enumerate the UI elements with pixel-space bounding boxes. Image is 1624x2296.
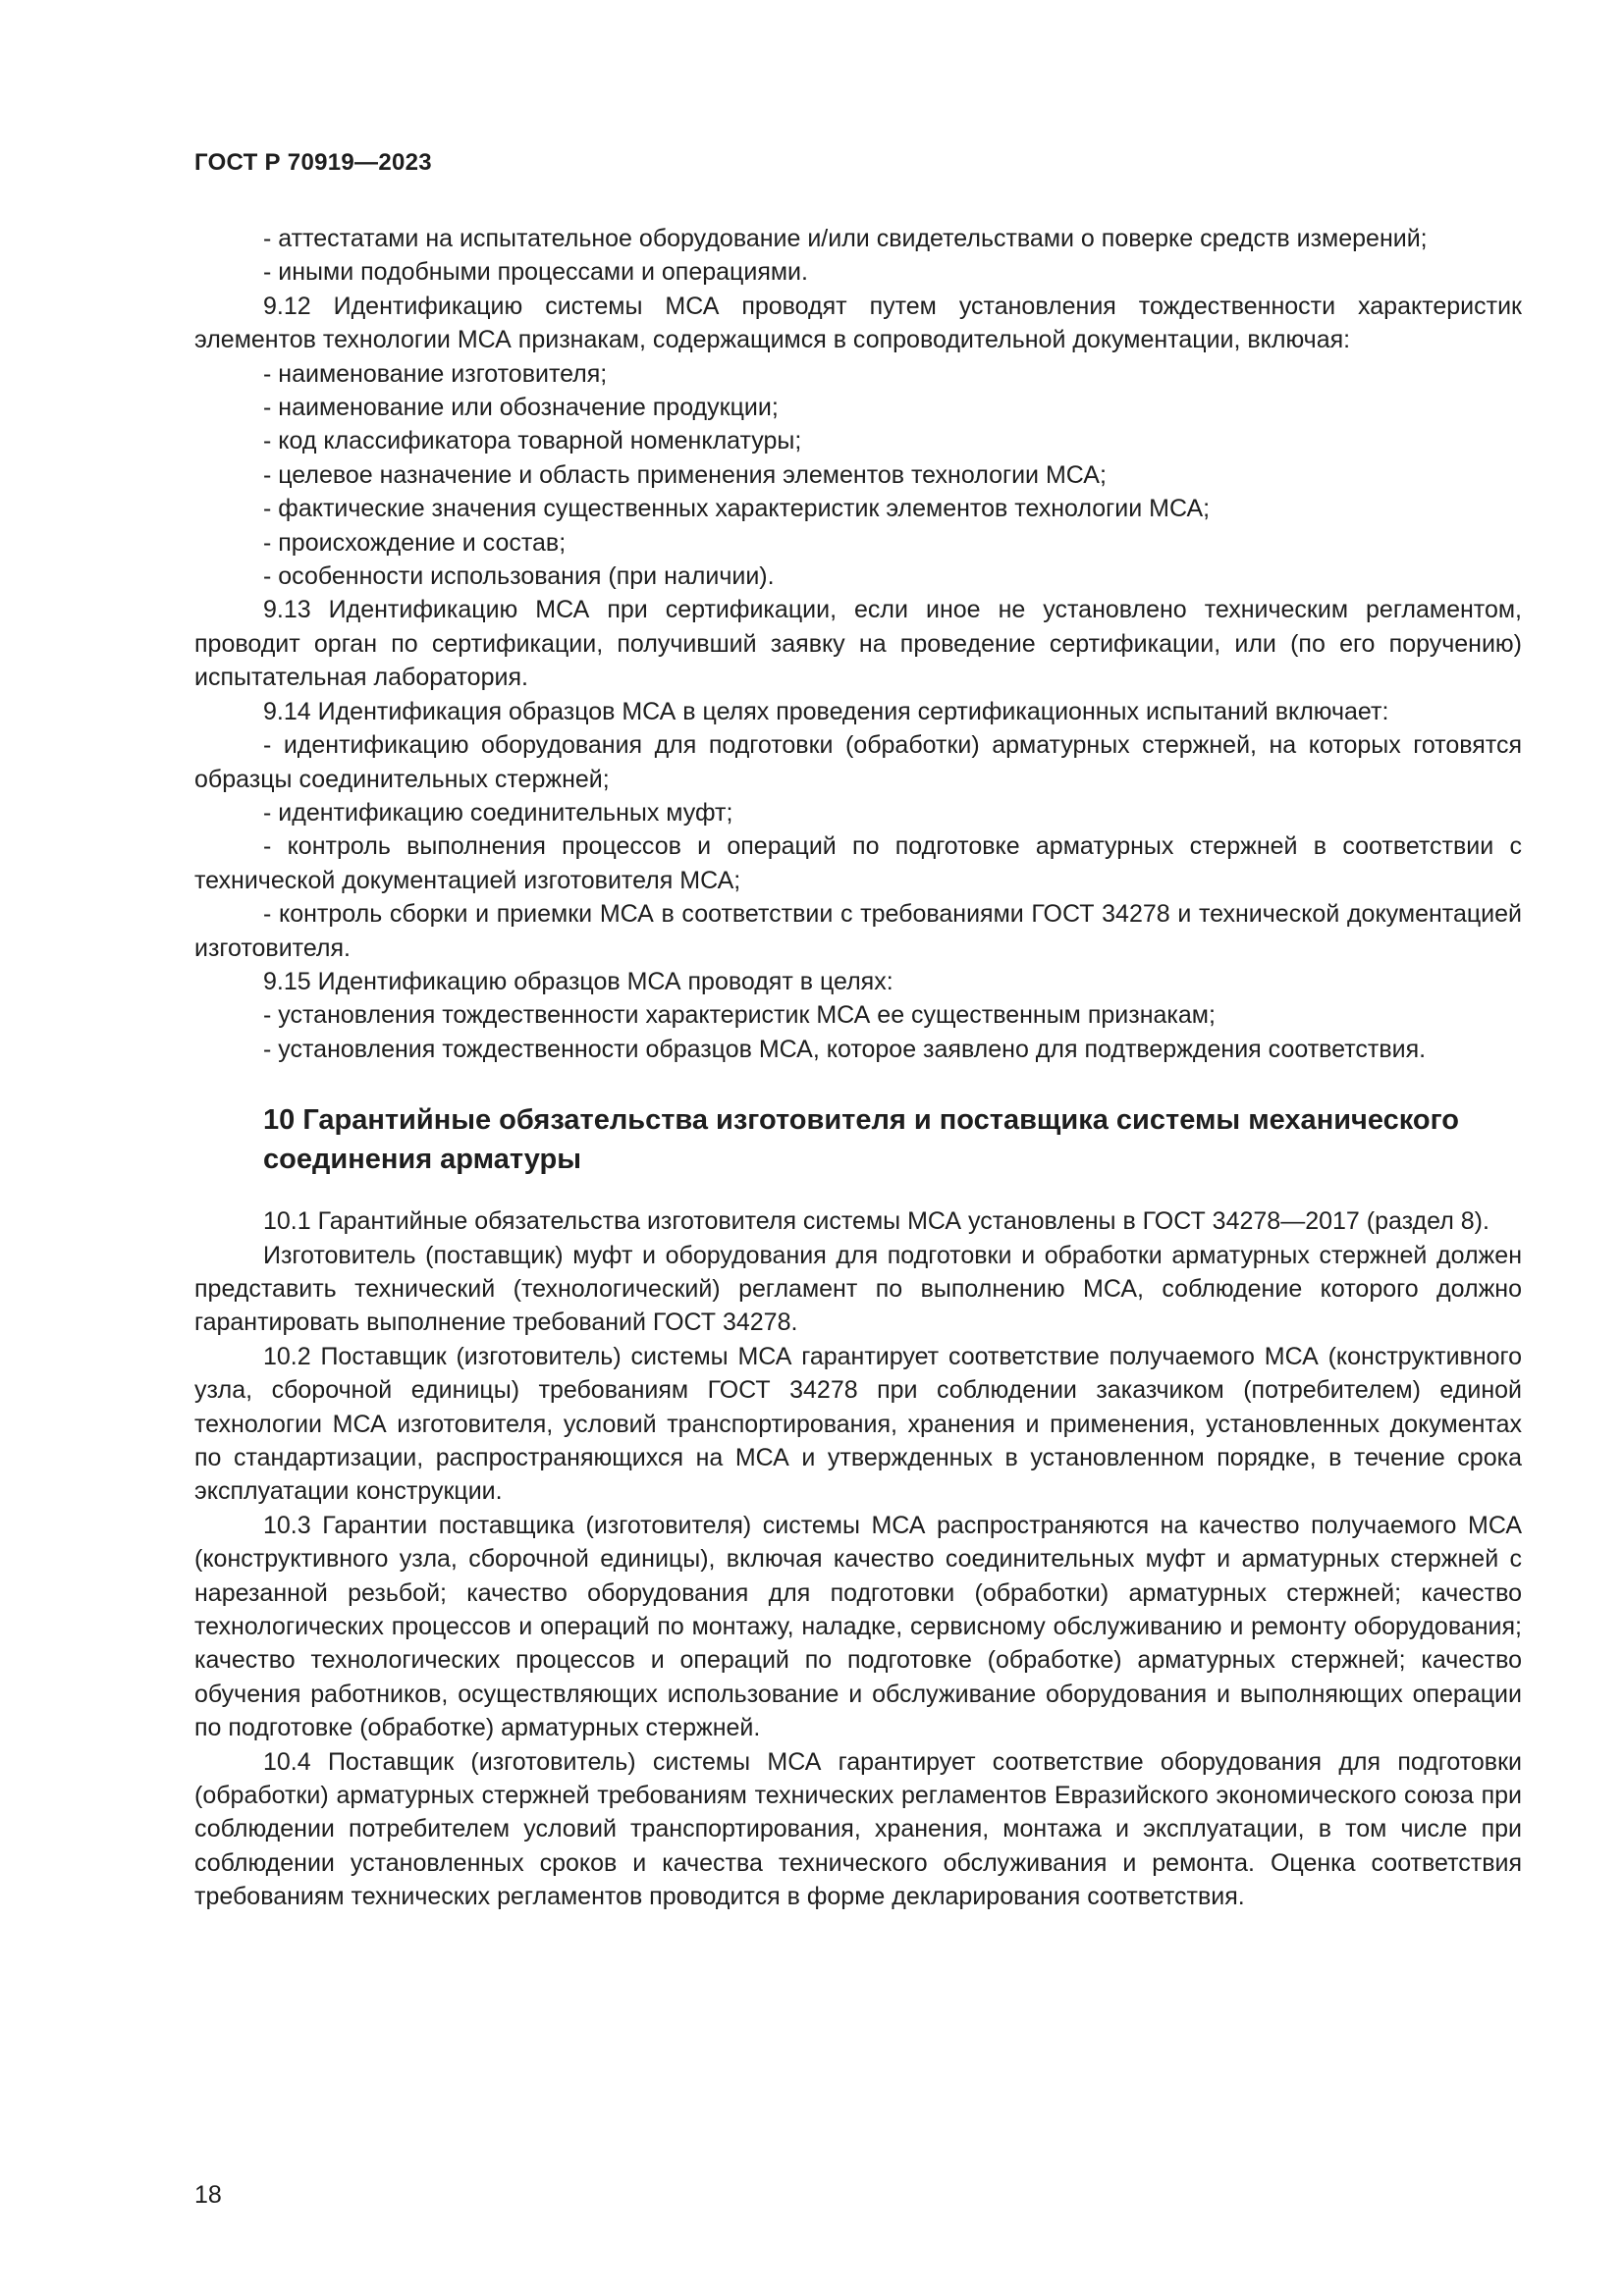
paragraph: - особенности использования (при наличии).	[263, 562, 775, 591]
paragraph: - происхождение и состав;	[263, 528, 567, 557]
paragraph: 10.2 Поставщик (изготовитель) системы МСА гарантирует соответствие получаемого МСА (конструктивного узла, сборочной единицы) требованиям ГОСТ 34278 при соблюдении заказчиком (потребителем) единой технологии МСА изготовителя, условий транспортирования, хранения и применения, установленных документах по стандартизации, распространяющихся на МСА и утвержденных в установленном порядке, в течение срока эксплуатации конструкции.	[194, 1342, 1522, 1506]
paragraph: - код классификатора товарной номенклатуры;	[263, 427, 802, 455]
paragraph: 10.3 Гарантии поставщика (изготовителя) системы МСА распространяются на качество получаемого МСА (конструктивного узла, сборочной единицы), включая качество соединительных муфт и арматурных стержней с нарезанной резьбой; качество оборудования для подготовки (обработки) арматурных стержней; качество технологических процессов и операций по монтажу, наладке, сервисному обслуживанию и ремонту оборудования; качество технологических процессов и операций по подготовке (обработке) арматурных стержней; качество обучения работников, осуществляющих использование и обслуживание оборудования и выполняющих операции по подготовке (обработке) арматурных стержней.	[194, 1511, 1522, 1742]
paragraph: - идентификацию оборудования для подготовки (обработки) арматурных стержней, на которых готовятся образцы соединительных стержней;	[194, 731, 1522, 793]
section-10-heading: 10 Гарантийные обязательства изготовителя и поставщика системы механического соединения арматуры	[263, 1104, 1459, 1176]
paragraph: - установления тождественности характеристик МСА ее существенным признакам;	[263, 1001, 1216, 1030]
paragraph: - контроль выполнения процессов и операций по подготовке арматурных стержней в соответствии с технической документацией изготовителя МСА;	[194, 832, 1522, 894]
document-code-header: ГОСТ Р 70919—2023	[194, 149, 432, 176]
paragraph: 10.1 Гарантийные обязательства изготовителя системы МСА установлены в ГОСТ 34278—2017 (раздел 8).	[263, 1207, 1489, 1236]
paragraph: - наименование или обозначение продукции;	[263, 394, 779, 422]
paragraph: - фактические значения существенных характеристик элементов технологии МСА;	[263, 495, 1211, 523]
paragraph: 10.4 Поставщик (изготовитель) системы МСА гарантирует соответствие оборудования для подготовки (обработки) арматурных стержней требованиям технических регламентов Евразийского экономического союза при соблюдении потребителем условий транспортирования, хранения, монтажа и эксплуатации, в том числе при соблюдении установленных сроков и качества технического обслуживания и ремонта. Оценка соответствия требованиям технических регламентов проводится в форме декларирования соответствия.	[194, 1747, 1522, 1911]
paragraph: - идентификацию соединительных муфт;	[263, 798, 733, 827]
page-number: 18	[194, 2181, 222, 2209]
paragraph: 9.12 Идентификацию системы МСА проводят путем установления тождественности характеристик элементов технологии МСА признакам, содержащимся в сопроводительной документации, включая:	[194, 292, 1522, 354]
paragraph: - контроль сборки и приемки МСА в соответствии с требованиями ГОСТ 34278 и технической документацией изготовителя.	[194, 900, 1522, 962]
paragraph: - установления тождественности образцов МСА, которое заявлено для подтверждения соответствия.	[263, 1035, 1427, 1063]
paragraph: 9.14 Идентификация образцов МСА в целях проведения сертификационных испытаний включает:	[263, 697, 1389, 725]
paragraph: Изготовитель (поставщик) муфт и оборудования для подготовки и обработки арматурных стержней должен представить технический (технологический) регламент по выполнению МСА, соблюдение которого должно гарантировать выполнение требований ГОСТ 34278.	[194, 1241, 1522, 1337]
paragraph: - иными подобными процессами и операциями.	[263, 258, 808, 287]
body-text	[194, 222, 1522, 1914]
paragraph: 9.13 Идентификацию МСА при сертификации, если иное не установлено техническим регламентом, проводит орган по сертификации, получивший заявку на проведение сертификации, или (по его поручению) испытательная лаборатория.	[194, 596, 1522, 692]
paragraph: 9.15 Идентификацию образцов МСА проводят в целях:	[263, 967, 893, 995]
paragraph: - наименование изготовителя;	[263, 359, 608, 388]
paragraph: - целевое назначение и область применения элементов технологии МСА;	[263, 460, 1107, 489]
paragraph: - аттестатами на испытательное оборудование и/или свидетельствами о поверке средств измерений;	[263, 225, 1428, 252]
